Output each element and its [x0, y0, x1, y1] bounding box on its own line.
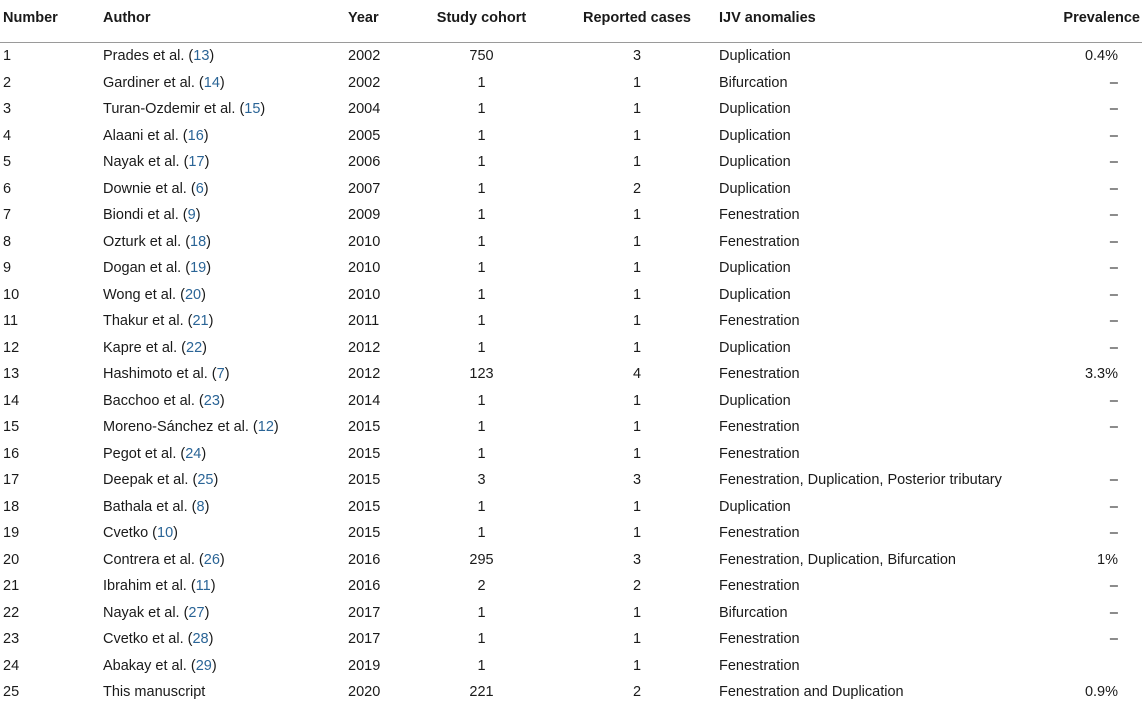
cell-cases: 1 — [632, 339, 642, 356]
cell-number: 9 — [3, 260, 12, 277]
cell-author — [103, 547, 348, 574]
table-row — [0, 70, 1142, 97]
cell-author — [103, 255, 348, 282]
cell-cases: 1 — [632, 233, 642, 250]
cell-author — [103, 441, 348, 468]
author-close-paren: ) — [204, 604, 210, 621]
cell-year: 2015 — [348, 445, 381, 462]
reference-link[interactable]: 14 — [203, 74, 220, 91]
cell-cases: 1 — [632, 419, 642, 436]
header-cohort: Study cohort — [408, 0, 555, 40]
table-row — [0, 149, 1142, 176]
table-row — [0, 600, 1142, 627]
cell-year: 2016 — [348, 578, 381, 595]
cell-author — [103, 149, 348, 176]
cell-anomalies: Fenestration, Duplication, Bifurcation — [719, 551, 956, 568]
cell-number: 3 — [3, 101, 12, 118]
cell-year: 2005 — [348, 127, 381, 144]
table-row — [0, 441, 1142, 468]
cell-number: 19 — [3, 525, 20, 542]
cell-cases: 4 — [632, 366, 642, 383]
cell-author — [103, 494, 348, 521]
cell-cases: 1 — [632, 631, 642, 648]
cell-cohort: 2 — [477, 578, 486, 595]
cell-anomalies: Duplication — [719, 127, 791, 144]
cell-anomalies: Duplication — [719, 392, 791, 409]
table-row — [0, 335, 1142, 362]
cell-anomalies: Duplication — [719, 260, 791, 277]
header-prevalence: Prevalence — [1049, 0, 1142, 40]
author-close-paren: ) — [213, 472, 219, 489]
cell-prevalence: – — [1109, 74, 1118, 91]
cell-cases: 1 — [632, 260, 642, 277]
table-row — [0, 520, 1142, 547]
cell-cases: 3 — [632, 551, 642, 568]
cell-anomalies: Fenestration — [719, 419, 800, 436]
header-year: Year — [348, 0, 408, 40]
cell-number: 11 — [3, 313, 19, 330]
cell-year: 2011 — [348, 313, 380, 330]
cell-year: 2010 — [348, 260, 381, 277]
table-row — [0, 653, 1142, 680]
author-name: Gardiner et al. ( — [103, 74, 204, 91]
cell-number: 20 — [3, 551, 20, 568]
author-name: Hashimoto et al. ( — [103, 366, 217, 383]
cell-year: 2002 — [348, 74, 381, 91]
cell-prevalence: – — [1109, 180, 1118, 197]
cell-number: 21 — [3, 578, 20, 595]
author-name: Deepak et al. ( — [103, 472, 198, 489]
cell-number: 25 — [3, 684, 20, 701]
cell-number: 16 — [3, 445, 20, 462]
cell-year: 2015 — [348, 472, 381, 489]
cell-prevalence: – — [1109, 525, 1118, 542]
author-close-paren: ) — [203, 180, 209, 197]
cell-number: 15 — [3, 419, 20, 436]
cell-year: 2019 — [348, 657, 381, 674]
author-name: Prades et al. ( — [103, 48, 194, 65]
cell-number: 12 — [3, 339, 20, 356]
cell-anomalies: Fenestration — [719, 233, 800, 250]
author-close-paren: ) — [208, 313, 214, 330]
cell-author — [103, 600, 348, 627]
cell-prevalence: – — [1109, 419, 1118, 436]
cell-cohort: 1 — [477, 127, 486, 144]
table-body — [0, 43, 1142, 706]
cell-cases: 2 — [632, 180, 642, 197]
cell-prevalence: – — [1109, 207, 1118, 224]
header-author: Author — [103, 0, 348, 40]
author-name: Biondi et al. ( — [103, 207, 188, 224]
reference-link[interactable]: 23 — [203, 392, 220, 409]
author-close-paren: ) — [173, 525, 178, 542]
header-anomalies: IJV anomalies — [719, 0, 1049, 40]
cell-cohort: 295 — [469, 551, 494, 568]
author-name: Nayak et al. ( — [103, 154, 189, 171]
table-row — [0, 123, 1142, 150]
cell-anomalies: Fenestration — [719, 313, 800, 330]
reference-link[interactable]: 18 — [190, 233, 207, 250]
cell-year: 2002 — [348, 48, 381, 65]
cell-author — [103, 653, 348, 680]
table-row — [0, 308, 1142, 335]
cell-cohort: 123 — [469, 366, 494, 383]
cell-cohort: 1 — [477, 392, 486, 409]
cell-prevalence: – — [1109, 286, 1118, 303]
cell-author — [103, 202, 348, 229]
cell-year: 2020 — [348, 684, 381, 701]
cell-prevalence: – — [1109, 233, 1118, 250]
cell-anomalies: Fenestration — [719, 657, 800, 674]
cell-cases: 1 — [632, 101, 642, 118]
cell-author — [103, 388, 348, 415]
cell-anomalies: Fenestration — [719, 366, 800, 383]
author-close-paren: ) — [208, 631, 214, 648]
author-name: Pegot et al. ( — [103, 445, 186, 462]
table-header — [0, 0, 1142, 43]
cell-anomalies: Duplication — [719, 154, 791, 171]
cell-anomalies: Duplication — [719, 101, 791, 118]
cell-anomalies: Duplication — [719, 498, 791, 515]
cell-cases: 1 — [632, 657, 642, 674]
table-row — [0, 414, 1142, 441]
cell-prevalence: – — [1109, 578, 1118, 595]
cell-anomalies: Fenestration — [719, 207, 800, 224]
cell-number: 1 — [3, 48, 12, 65]
cell-cases: 3 — [632, 472, 642, 489]
cell-author — [103, 573, 348, 600]
cell-year: 2012 — [348, 339, 381, 356]
author-name: Bathala et al. ( — [103, 498, 197, 515]
author-close-paren: ) — [224, 366, 230, 383]
author-name: Ozturk et al. ( — [103, 233, 191, 250]
table-row — [0, 547, 1142, 574]
author-close-paren: ) — [202, 339, 207, 356]
cell-prevalence: – — [1109, 472, 1118, 489]
reference-link[interactable]: 12 — [257, 419, 274, 436]
cell-cohort: 1 — [477, 101, 486, 118]
cell-prevalence: – — [1109, 604, 1118, 621]
cell-prevalence — [1049, 653, 1142, 680]
reference-link[interactable]: 9 — [187, 207, 196, 224]
cell-number: 14 — [3, 392, 20, 409]
reference-link[interactable]: 10 — [157, 525, 174, 542]
author-close-paren: ) — [203, 127, 209, 144]
reference-link[interactable]: 27 — [188, 604, 205, 621]
cell-number: 23 — [3, 631, 20, 648]
cell-anomalies: Duplication — [719, 180, 791, 197]
cell-prevalence: – — [1109, 498, 1118, 515]
author-name: Nayak et al. ( — [103, 604, 189, 621]
reference-link[interactable]: 16 — [187, 127, 204, 144]
table-row — [0, 255, 1142, 282]
cell-cases: 1 — [632, 604, 642, 621]
cell-cohort: 3 — [477, 472, 486, 489]
cell-prevalence — [1049, 441, 1142, 468]
author-name: Contrera et al. ( — [103, 551, 204, 568]
author-name: This manuscript — [103, 684, 206, 701]
cell-author — [103, 282, 348, 309]
table-row — [0, 176, 1142, 203]
author-name: Ibrahim et al. ( — [103, 578, 196, 595]
cell-anomalies: Bifurcation — [719, 604, 788, 621]
cell-prevalence: 0.9% — [1084, 684, 1118, 701]
cell-number: 22 — [3, 604, 20, 621]
author-close-paren: ) — [219, 74, 225, 91]
cell-number: 6 — [3, 180, 12, 197]
cell-author — [103, 229, 348, 256]
author-close-paren: ) — [206, 260, 212, 277]
author-close-paren: ) — [206, 233, 212, 250]
table-row — [0, 229, 1142, 256]
cell-author — [103, 467, 348, 494]
reference-link[interactable]: 20 — [184, 286, 202, 303]
cell-cohort: 1 — [477, 419, 486, 436]
cell-cohort: 1 — [477, 74, 486, 91]
table-row — [0, 573, 1142, 600]
cell-author — [103, 335, 348, 362]
table-row — [0, 96, 1142, 123]
cell-anomalies: Fenestration, Duplication, Posterior tributary — [719, 472, 1002, 489]
cell-author — [103, 679, 348, 706]
author-name: Downie et al. ( — [103, 180, 196, 197]
cell-cohort: 1 — [477, 180, 486, 197]
cell-year: 2010 — [348, 233, 381, 250]
cell-cohort: 1 — [477, 286, 486, 303]
reference-link[interactable]: 17 — [188, 154, 205, 171]
author-name: Cvetko et al. ( — [103, 631, 193, 648]
cell-author — [103, 308, 348, 335]
header-number: Number — [0, 0, 103, 40]
cell-prevalence: – — [1109, 339, 1118, 356]
cell-cases: 1 — [632, 313, 642, 330]
cell-prevalence: – — [1109, 631, 1118, 648]
author-name: Wong et al. ( — [103, 286, 185, 303]
cell-number: 7 — [3, 207, 12, 224]
cell-prevalence: – — [1109, 101, 1118, 118]
author-close-paren: ) — [201, 286, 206, 303]
cell-year: 2017 — [348, 631, 381, 648]
cell-cases: 2 — [632, 578, 642, 595]
cell-number: 5 — [3, 154, 12, 171]
cell-cohort: 1 — [477, 154, 486, 171]
cell-year: 2017 — [348, 604, 381, 621]
cell-number: 18 — [3, 498, 20, 515]
cell-author — [103, 70, 348, 97]
cell-cohort: 1 — [477, 313, 486, 330]
cell-cohort: 1 — [477, 260, 486, 277]
cell-year: 2009 — [348, 207, 381, 224]
reference-link[interactable]: 7 — [216, 366, 225, 383]
cell-cohort: 1 — [477, 207, 486, 224]
cell-year: 2015 — [348, 419, 381, 436]
cell-prevalence: – — [1109, 154, 1118, 171]
table-row — [0, 361, 1142, 388]
reference-link[interactable]: 25 — [197, 472, 214, 489]
cell-cohort: 1 — [477, 339, 486, 356]
cell-cohort: 750 — [469, 48, 494, 65]
cell-cohort: 1 — [477, 445, 486, 462]
table-row — [0, 467, 1142, 494]
author-close-paren: ) — [204, 154, 210, 171]
cell-cohort: 1 — [477, 631, 486, 648]
header-cases: Reported cases — [555, 0, 719, 40]
cell-author — [103, 361, 348, 388]
author-close-paren: ) — [219, 392, 225, 409]
cell-cases: 1 — [632, 127, 642, 144]
cell-author — [103, 414, 348, 441]
cell-anomalies: Duplication — [719, 48, 791, 65]
cell-cases: 1 — [632, 445, 642, 462]
author-close-paren: ) — [210, 578, 216, 595]
cell-number: 2 — [3, 74, 12, 91]
cell-author — [103, 176, 348, 203]
cell-cases: 1 — [632, 154, 642, 171]
author-close-paren: ) — [195, 207, 201, 224]
cell-author — [103, 626, 348, 653]
reference-link[interactable]: 6 — [195, 180, 204, 197]
cell-prevalence: 0.4% — [1084, 48, 1118, 65]
author-name: Bacchoo et al. ( — [103, 392, 204, 409]
author-name: Alaani et al. ( — [103, 127, 188, 144]
author-close-paren: ) — [204, 498, 210, 515]
cell-year: 2015 — [348, 525, 381, 542]
reference-link[interactable]: 15 — [244, 101, 261, 118]
table-row — [0, 388, 1142, 415]
cell-author — [103, 520, 348, 547]
cell-cases: 1 — [632, 498, 642, 515]
author-name: Thakur et al. ( — [103, 313, 193, 330]
cell-prevalence: – — [1109, 313, 1118, 330]
author-name: Kapre et al. ( — [103, 339, 187, 356]
cell-cases: 3 — [632, 48, 642, 65]
cell-year: 2014 — [348, 392, 381, 409]
cell-year: 2015 — [348, 498, 381, 515]
cell-number: 10 — [3, 286, 20, 303]
cell-year: 2007 — [348, 180, 381, 197]
cell-anomalies: Fenestration and Duplication — [719, 684, 904, 701]
cell-cases: 1 — [632, 286, 642, 303]
cell-year: 2016 — [348, 551, 381, 568]
cell-cohort: 1 — [477, 233, 486, 250]
cell-year: 2012 — [348, 366, 381, 383]
author-close-paren: ) — [273, 419, 279, 436]
cell-number: 4 — [3, 127, 12, 144]
reference-link[interactable]: 24 — [185, 445, 202, 462]
cell-number: 24 — [3, 657, 20, 674]
table-row — [0, 626, 1142, 653]
reference-link[interactable]: 13 — [193, 48, 210, 65]
author-name: Turan-Ozdemir et al. ( — [103, 101, 245, 118]
cell-year: 2006 — [348, 154, 381, 171]
cell-cases: 1 — [632, 207, 642, 224]
author-close-paren: ) — [219, 551, 225, 568]
author-close-paren: ) — [211, 657, 217, 674]
table-row — [0, 282, 1142, 309]
cell-cohort: 221 — [469, 684, 494, 701]
cell-anomalies: Bifurcation — [719, 74, 788, 91]
cell-anomalies: Fenestration — [719, 631, 800, 648]
cell-anomalies: Fenestration — [719, 525, 800, 542]
cell-anomalies: Fenestration — [719, 445, 800, 462]
author-close-paren: ) — [201, 445, 207, 462]
cell-number: 17 — [3, 472, 20, 489]
cell-author — [103, 123, 348, 150]
cell-cases: 1 — [632, 525, 642, 542]
table-row — [0, 494, 1142, 521]
reference-link[interactable]: 26 — [203, 551, 220, 568]
cell-cases: 1 — [632, 74, 642, 91]
author-close-paren: ) — [260, 101, 266, 118]
cell-year: 2004 — [348, 101, 381, 118]
cell-anomalies: Fenestration — [719, 578, 800, 595]
cell-anomalies: Duplication — [719, 286, 791, 303]
table-row — [0, 679, 1142, 706]
cell-anomalies: Duplication — [719, 339, 791, 356]
cell-cohort: 1 — [477, 657, 486, 674]
cell-prevalence: – — [1109, 127, 1118, 144]
cell-cases: 1 — [632, 392, 642, 409]
cell-cohort: 1 — [477, 498, 486, 515]
cell-cases: 2 — [632, 684, 642, 701]
table-row — [0, 202, 1142, 229]
reference-link[interactable]: 11 — [195, 578, 211, 595]
cell-prevalence: – — [1109, 260, 1118, 277]
author-close-paren: ) — [209, 48, 215, 65]
cell-prevalence: 3.3% — [1084, 366, 1118, 383]
reference-link[interactable]: 19 — [190, 260, 207, 277]
reference-link[interactable]: 8 — [196, 498, 205, 515]
reference-link[interactable]: 29 — [195, 657, 212, 674]
cell-prevalence: 1% — [1097, 551, 1118, 568]
cell-cohort: 1 — [477, 525, 486, 542]
cell-number: 13 — [3, 366, 20, 383]
cell-author — [103, 96, 348, 123]
cell-cohort: 1 — [477, 604, 486, 621]
reference-link[interactable]: 28 — [192, 631, 209, 648]
author-name: Moreno-Sánchez et al. ( — [103, 419, 258, 436]
reference-link[interactable]: 21 — [192, 313, 209, 330]
cell-year: 2010 — [348, 286, 381, 303]
header-row — [0, 0, 1142, 43]
cell-author — [103, 43, 348, 70]
author-name: Cvetko ( — [103, 525, 157, 542]
cell-prevalence: – — [1109, 392, 1118, 409]
author-name: Dogan et al. ( — [103, 260, 191, 277]
cell-number: 8 — [3, 233, 12, 250]
author-name: Abakay et al. ( — [103, 657, 196, 674]
reference-link[interactable]: 22 — [186, 339, 203, 356]
table-row — [0, 43, 1142, 70]
